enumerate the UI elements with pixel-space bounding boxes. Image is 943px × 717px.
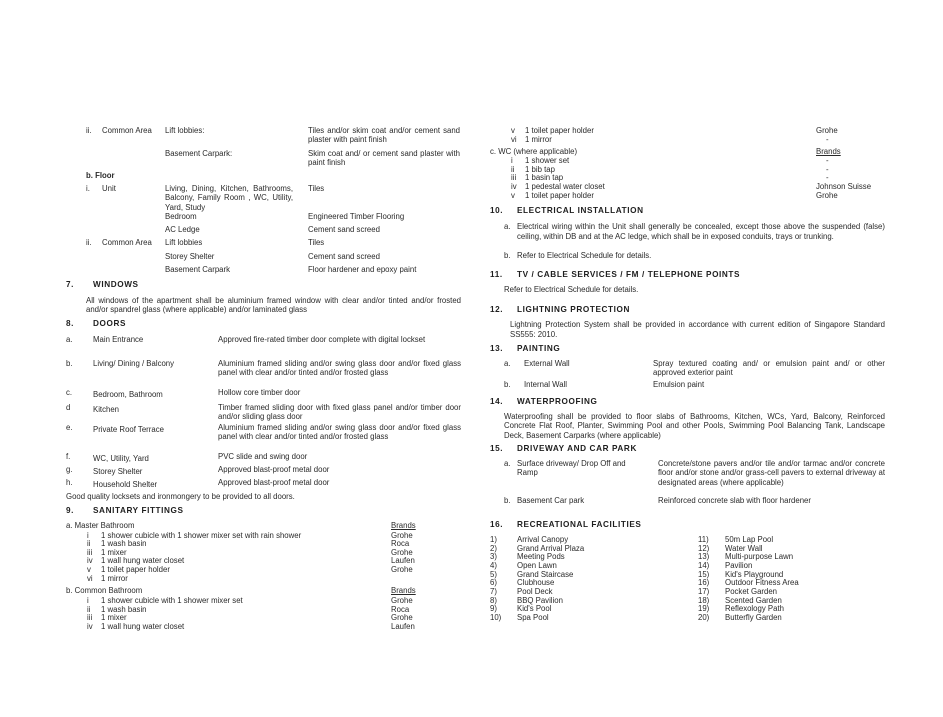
sanitary-item-text: 1 bib tap bbox=[525, 164, 555, 174]
common-brands-label: Brands bbox=[391, 586, 416, 596]
master-brands-label: Brands bbox=[391, 520, 416, 530]
sanitary-item bbox=[66, 605, 461, 614]
sanitary-item-num: v bbox=[511, 126, 515, 135]
sanitary-item bbox=[490, 173, 888, 182]
sanitary-item bbox=[66, 622, 461, 631]
sanitary-item-text: 1 wall hung water closet bbox=[101, 622, 185, 632]
waterproofing-number: 14. bbox=[490, 396, 504, 406]
facility-item bbox=[698, 613, 888, 622]
facility-item bbox=[698, 535, 888, 544]
facility-item bbox=[490, 561, 690, 570]
sanitary-item bbox=[490, 191, 888, 200]
windows-title: WINDOWS bbox=[93, 280, 139, 289]
sanitary-item-text: 1 shower set bbox=[525, 156, 570, 166]
painting-title: PAINTING bbox=[517, 343, 561, 353]
facility-item bbox=[698, 604, 888, 613]
sanitary-item-text: 1 mirror bbox=[101, 573, 128, 583]
facility-num: 9) bbox=[490, 604, 497, 614]
facility-name: Grand Staircase bbox=[517, 569, 574, 579]
door-row bbox=[66, 359, 461, 385]
facility-item bbox=[698, 578, 888, 587]
sanitary-item-num: iv bbox=[87, 622, 93, 632]
sanitary-item-num: i bbox=[87, 596, 89, 606]
door-row bbox=[66, 388, 461, 401]
floor-heading: b. Floor bbox=[86, 171, 115, 180]
recreational-heading bbox=[490, 520, 888, 532]
basement-carpark-value: Skim coat and/ or cement sand plaster with paint finish bbox=[308, 149, 460, 168]
waterproofing-text: Waterproofing shall be provided to floor slabs of Bathrooms, Kitchen, WCs, Yard, Balcony, Reinforced Concrete Flat Roof, Planter, Swimming Pool and other Pools, Swimming Pool Balancing Tank, Landscape Deck, Basement Carparks (where applicable) bbox=[504, 411, 885, 440]
master-bathroom-heading-row bbox=[66, 521, 461, 531]
sanitary-title: SANITARY FITTINGS bbox=[93, 505, 184, 515]
door-number: b. bbox=[66, 358, 73, 368]
sanitary-item-text: 1 pedestal water closet bbox=[525, 181, 605, 191]
facility-name: 50m Lap Pool bbox=[725, 534, 774, 544]
sanitary-item-num: vi bbox=[87, 573, 93, 583]
driveway-number-a: a. bbox=[504, 458, 511, 468]
tv-text: Refer to Electrical Schedule for details. bbox=[504, 285, 639, 295]
door-value: Timber framed sliding door with fixed glass panel and/or timber door and/or sliding glass door bbox=[218, 402, 461, 422]
wc-heading-row bbox=[490, 147, 888, 156]
door-value: PVC slide and swing door bbox=[218, 451, 308, 461]
wc-heading: c. WC (where applicable) bbox=[490, 147, 578, 157]
ac-ledge-label: AC Ledge bbox=[165, 225, 200, 234]
door-row bbox=[66, 423, 461, 449]
lightning-title: LIGHTNING PROTECTION bbox=[517, 305, 630, 315]
painting-label: External Wall bbox=[524, 358, 570, 368]
living-areas-label: Living, Dining, Kitchen, Bathrooms, Balcony, Family Room , WC, Utility, Yard, Study bbox=[165, 184, 293, 212]
electrical-number: 10. bbox=[490, 206, 504, 216]
facility-item bbox=[698, 587, 888, 596]
lift-lobbies-label: Lift lobbies: bbox=[165, 126, 205, 135]
sanitary-item-text: 1 mixer bbox=[101, 613, 127, 623]
doors-heading bbox=[66, 319, 461, 331]
sanitary-item bbox=[66, 539, 461, 548]
sanitary-item bbox=[66, 556, 461, 565]
facility-num: 7) bbox=[490, 587, 497, 596]
facility-num: 14) bbox=[698, 560, 710, 570]
sanitary-item-text: 1 toilet paper holder bbox=[525, 126, 594, 135]
facility-name: Pool Deck bbox=[517, 587, 553, 596]
door-label: Private Roof Terrace bbox=[93, 424, 164, 434]
facility-num: 18) bbox=[698, 595, 710, 605]
sanitary-item-text: 1 wash basin bbox=[101, 604, 147, 614]
recreational-number: 16. bbox=[490, 519, 504, 529]
sanitary-item-text: 1 shower cubicle with 1 shower mixer set with rain shower bbox=[101, 530, 302, 540]
sanitary-item-brand: Grohe bbox=[391, 565, 413, 575]
sanitary-item-brand: Laufen bbox=[391, 622, 415, 632]
facility-name: Spa Pool bbox=[517, 613, 549, 623]
lift-lobbies-value: Tiles and/or skim coat and/or cement sand plaster with paint finish bbox=[308, 126, 460, 145]
painting-heading bbox=[490, 344, 888, 356]
facility-num: 6) bbox=[490, 578, 497, 588]
electrical-b bbox=[490, 251, 888, 263]
wc-brands-label: Brands bbox=[816, 147, 841, 157]
electrical-a-num: a. bbox=[504, 222, 511, 232]
sanitary-item bbox=[490, 126, 888, 135]
common-bathroom-heading: b. Common Bathroom bbox=[66, 586, 143, 596]
door-value: Approved blast-proof metal door bbox=[218, 464, 330, 474]
sanitary-heading bbox=[66, 506, 461, 518]
facility-item bbox=[490, 544, 690, 553]
facility-num: 11) bbox=[698, 534, 709, 544]
door-row bbox=[66, 465, 461, 478]
basement-carpark-walls bbox=[66, 149, 461, 170]
door-value: Approved fire-rated timber door complete with digital lockset bbox=[218, 334, 426, 344]
painting-row bbox=[490, 359, 888, 377]
sanitary-item-num: ii bbox=[87, 539, 91, 549]
facility-name: Pocket Garden bbox=[725, 587, 778, 596]
sanitary-item-brand: Laufen bbox=[391, 556, 415, 566]
sanitary-item-brand: Grohe bbox=[391, 547, 413, 557]
common-area-label: Common Area bbox=[102, 126, 152, 135]
facility-name: Scented Garden bbox=[725, 595, 782, 605]
unit-number: i. bbox=[86, 184, 90, 193]
door-value: Aluminium framed sliding and/or swing glass door and/or fixed glass panel with clear and/or tinted and/or frosted glass bbox=[218, 358, 461, 378]
sanitary-item bbox=[490, 156, 888, 165]
facility-num: 12) bbox=[698, 543, 710, 553]
sanitary-item-text: 1 wall hung water closet bbox=[101, 556, 185, 566]
facility-name: Arrival Canopy bbox=[517, 534, 569, 544]
recreational-col-1 bbox=[490, 535, 690, 622]
facility-item bbox=[490, 613, 690, 622]
facility-num: 5) bbox=[490, 569, 497, 579]
door-label: Living/ Dining / Balcony bbox=[93, 358, 175, 368]
sanitary-item-num: ii bbox=[87, 604, 91, 614]
basement-carpark2-label: Basement Carpark bbox=[165, 265, 231, 274]
driveway-value: Concrete/stone pavers and/or tile and/or tarmac and/or concrete floor and/or stone and/or grass-cell pavers to external driveway at designated areas (where applicable) bbox=[658, 458, 885, 487]
painting-value: Emulsion paint bbox=[653, 379, 705, 389]
sanitary-item-text: 1 wash basin bbox=[101, 539, 147, 549]
door-number: f. bbox=[66, 451, 71, 461]
door-label: Household Shelter bbox=[93, 479, 158, 489]
facility-name: Open Lawn bbox=[517, 560, 557, 570]
facility-num: 2) bbox=[490, 543, 497, 553]
facility-num: 16) bbox=[698, 578, 710, 588]
windows-number: 7. bbox=[66, 280, 75, 289]
facility-name: Multi-purpose Lawn bbox=[725, 552, 794, 562]
unit-floor-living bbox=[66, 184, 461, 212]
waterproofing-title: WATERPROOFING bbox=[517, 396, 598, 406]
sanitary-item-brand: Grohe bbox=[816, 126, 838, 135]
sanitary-item bbox=[66, 574, 461, 583]
sanitary-item-num: iii bbox=[87, 547, 93, 557]
painting-value: Spray textured coating and/ or emulsion paint and/ or other approved exterior paint bbox=[653, 358, 885, 378]
sanitary-item-brand: - bbox=[826, 173, 829, 183]
sanitary-item bbox=[490, 135, 888, 144]
sanitary-item-text: 1 shower cubicle with 1 shower mixer set bbox=[101, 596, 243, 606]
driveway-heading bbox=[490, 444, 888, 456]
facility-num: 19) bbox=[698, 604, 710, 614]
sanitary-item bbox=[66, 596, 461, 605]
facility-item bbox=[698, 544, 888, 553]
sanitary-item bbox=[490, 182, 888, 191]
door-row bbox=[66, 478, 461, 491]
painting-number-b: b. bbox=[504, 379, 511, 389]
door-number: d bbox=[66, 402, 71, 412]
driveway-title: DRIVEWAY AND CAR PARK bbox=[517, 443, 637, 453]
bedroom-value: Engineered Timber Flooring bbox=[308, 212, 405, 221]
door-label: Storey Shelter bbox=[93, 466, 143, 476]
painting-number-a: a. bbox=[504, 358, 511, 368]
driveway-value: Reinforced concrete slab with floor hardener bbox=[658, 495, 811, 505]
ac-ledge-value: Cement sand screed bbox=[308, 225, 380, 234]
lightning-heading bbox=[490, 305, 888, 317]
facility-item bbox=[490, 552, 690, 561]
facility-name: Kid's Playground bbox=[725, 569, 784, 579]
sanitary-item-num: v bbox=[87, 565, 91, 575]
electrical-a-text: Electrical wiring within the Unit shall generally be concealed, except those above the suspended (false) ceiling, within DB and at the AC ledge, which shall be in exposed conduits, trays or trunking. bbox=[517, 222, 885, 241]
sanitary-item bbox=[66, 531, 461, 540]
common-area-walls-lift-lobbies bbox=[66, 126, 461, 146]
facility-item bbox=[490, 578, 690, 587]
sanitary-item-num: ii bbox=[511, 164, 515, 174]
common-area2-number: ii. bbox=[86, 238, 92, 247]
facility-name: BBQ Pavilion bbox=[517, 595, 563, 605]
sanitary-item-num: i bbox=[511, 156, 513, 166]
facility-num: 4) bbox=[490, 560, 497, 570]
door-number: g. bbox=[66, 464, 73, 474]
tv-title: TV / CABLE SERVICES / FM / TELEPHONE POINTS bbox=[517, 270, 741, 280]
door-label: WC, Utility, Yard bbox=[93, 453, 149, 463]
facility-item bbox=[490, 535, 690, 544]
left-column bbox=[66, 126, 461, 631]
door-value: Hollow core timber door bbox=[218, 387, 301, 397]
lift-lobbies2-label: Lift lobbies bbox=[165, 238, 203, 247]
facility-num: 1) bbox=[490, 534, 497, 544]
driveway-row bbox=[490, 459, 888, 494]
facility-item bbox=[698, 596, 888, 605]
door-value: Aluminium framed sliding and/or swing glass door and/or fixed glass panel with clear and/or tinted and/or frosted glass bbox=[218, 422, 461, 442]
electrical-b-text: Refer to Electrical Schedule for details. bbox=[517, 251, 652, 261]
basement-carpark2-floor bbox=[66, 265, 461, 279]
sanitary-item-num: iii bbox=[87, 613, 93, 623]
common-area-floor-lift-lobbies bbox=[66, 238, 461, 252]
sanitary-item-text: 1 basin tap bbox=[525, 173, 564, 183]
storey-shelter-value: Cement sand screed bbox=[308, 252, 380, 261]
facility-item bbox=[698, 552, 888, 561]
facility-num: 10) bbox=[490, 613, 502, 623]
tv-heading bbox=[490, 270, 888, 282]
sanitary-item-text: 1 toilet paper holder bbox=[525, 190, 594, 200]
door-number: h. bbox=[66, 477, 73, 487]
sanitary-item-num: iii bbox=[511, 173, 517, 183]
door-label: Kitchen bbox=[93, 404, 120, 414]
waterproofing-heading bbox=[490, 397, 888, 409]
facility-name: Pavilion bbox=[725, 560, 753, 570]
doors-title: DOORS bbox=[93, 318, 127, 328]
driveway-number-b: b. bbox=[504, 495, 511, 505]
facility-num: 15) bbox=[698, 569, 710, 579]
sanitary-item-brand: Grohe bbox=[391, 613, 413, 623]
sanitary-item-brand: - bbox=[826, 164, 829, 174]
basement-carpark-label: Basement Carpark: bbox=[165, 149, 233, 158]
facility-num: 17) bbox=[698, 587, 710, 596]
bedroom-label: Bedroom bbox=[165, 212, 197, 221]
driveway-label: Basement Car park bbox=[517, 495, 585, 505]
facility-item bbox=[490, 587, 690, 596]
common-area-number: ii. bbox=[86, 126, 92, 135]
sanitary-item-brand: Roca bbox=[391, 604, 410, 614]
sanitary-item bbox=[490, 165, 888, 174]
facility-name: Reflexology Path bbox=[725, 604, 784, 614]
sanitary-item-num: iv bbox=[511, 181, 517, 191]
ac-ledge-floor bbox=[66, 225, 461, 238]
sanitary-item-brand: Roca bbox=[391, 539, 410, 549]
driveway-row bbox=[490, 496, 888, 508]
living-areas-value: Tiles bbox=[308, 184, 325, 193]
recreational-title: RECREATIONAL FACILITIES bbox=[517, 519, 642, 529]
basement-carpark2-value: Floor hardener and epoxy paint bbox=[308, 265, 417, 274]
right-column bbox=[490, 126, 888, 623]
facility-item bbox=[490, 596, 690, 605]
facility-name: Butterfly Garden bbox=[725, 613, 782, 623]
facility-item bbox=[490, 570, 690, 579]
sanitary-item-brand: Grohe bbox=[391, 596, 413, 606]
electrical-a bbox=[490, 222, 888, 248]
facility-num: 20) bbox=[698, 613, 710, 623]
facility-num: 13) bbox=[698, 552, 710, 562]
facility-name: Water Wall bbox=[725, 543, 763, 553]
sanitary-item-num: iv bbox=[87, 556, 93, 566]
facility-num: 8) bbox=[490, 595, 497, 605]
door-label: Main Entrance bbox=[93, 334, 144, 344]
driveway-label: Surface driveway/ Drop Off and Ramp bbox=[517, 458, 626, 478]
sanitary-item bbox=[66, 613, 461, 622]
windows-text: All windows of the apartment shall be aluminium framed window with clear and/or tinted and/or frosted and/or spandrel glass (where applicable) and/or laminated glass bbox=[86, 296, 461, 315]
sanitary-item-brand: - bbox=[826, 156, 829, 166]
painting-row bbox=[490, 380, 888, 392]
driveway-number: 15. bbox=[490, 443, 504, 453]
sanitary-number: 9. bbox=[66, 505, 75, 515]
facility-name: Grand Arrival Plaza bbox=[517, 543, 585, 553]
door-row bbox=[66, 403, 461, 421]
recreational-list bbox=[490, 535, 888, 623]
storey-shelter-floor bbox=[66, 252, 461, 265]
common-area2-label: Common Area bbox=[102, 238, 152, 247]
bedroom-floor bbox=[66, 212, 461, 225]
storey-shelter-label: Storey Shelter bbox=[165, 252, 215, 261]
lightning-number: 12. bbox=[490, 305, 504, 315]
doors-number: 8. bbox=[66, 318, 75, 328]
facility-name: Clubhouse bbox=[517, 578, 555, 588]
door-row bbox=[66, 452, 461, 465]
windows-heading bbox=[66, 280, 461, 292]
facility-name: Outdoor Fitness Area bbox=[725, 578, 799, 588]
electrical-b-num: b. bbox=[504, 251, 511, 261]
sanitary-item bbox=[66, 548, 461, 557]
facility-num: 3) bbox=[490, 552, 497, 562]
sanitary-item-brand: Grohe bbox=[816, 190, 838, 200]
door-label: Bedroom, Bathroom bbox=[93, 389, 163, 399]
unit-label: Unit bbox=[102, 184, 116, 193]
sanitary-item-num: v bbox=[511, 190, 515, 200]
door-row bbox=[66, 335, 461, 357]
painting-label: Internal Wall bbox=[524, 379, 568, 389]
facility-item bbox=[698, 561, 888, 570]
tv-number: 11. bbox=[490, 270, 503, 280]
lightning-text: Lightning Protection System shall be provided in accordance with current edition of Singapore Standard SS555: 2010. bbox=[510, 320, 885, 339]
sanitary-item-brand: - bbox=[826, 134, 829, 144]
sanitary-item-brand: Johnson Suisse bbox=[816, 181, 872, 191]
facility-name: Meeting Pods bbox=[517, 552, 565, 562]
facility-name: Kid's Pool bbox=[517, 604, 552, 614]
facility-item bbox=[698, 570, 888, 579]
sanitary-item-brand: Grohe bbox=[391, 530, 413, 540]
sanitary-item-text: 1 mirror bbox=[525, 134, 552, 144]
painting-number: 13. bbox=[490, 343, 504, 353]
sanitary-item-text: 1 mixer bbox=[101, 547, 127, 557]
door-value: Approved blast-proof metal door bbox=[218, 477, 330, 487]
door-number: e. bbox=[66, 422, 73, 432]
sanitary-item-num: i bbox=[87, 530, 89, 540]
facility-item bbox=[490, 604, 690, 613]
electrical-title: ELECTRICAL INSTALLATION bbox=[517, 206, 644, 216]
sanitary-item-text: 1 toilet paper holder bbox=[101, 565, 170, 575]
common-bathroom-heading-row bbox=[66, 586, 461, 596]
lift-lobbies2-value: Tiles bbox=[308, 238, 325, 247]
recreational-col-2 bbox=[698, 535, 888, 622]
master-bathroom-heading: a. Master Bathroom bbox=[66, 520, 135, 530]
electrical-heading bbox=[490, 206, 888, 218]
door-number: a. bbox=[66, 334, 73, 344]
sanitary-item-num: vi bbox=[511, 134, 517, 144]
doors-note: Good quality locksets and ironmongery to be provided to all doors. bbox=[66, 491, 295, 501]
door-number: c. bbox=[66, 387, 73, 397]
sanitary-item bbox=[66, 565, 461, 574]
